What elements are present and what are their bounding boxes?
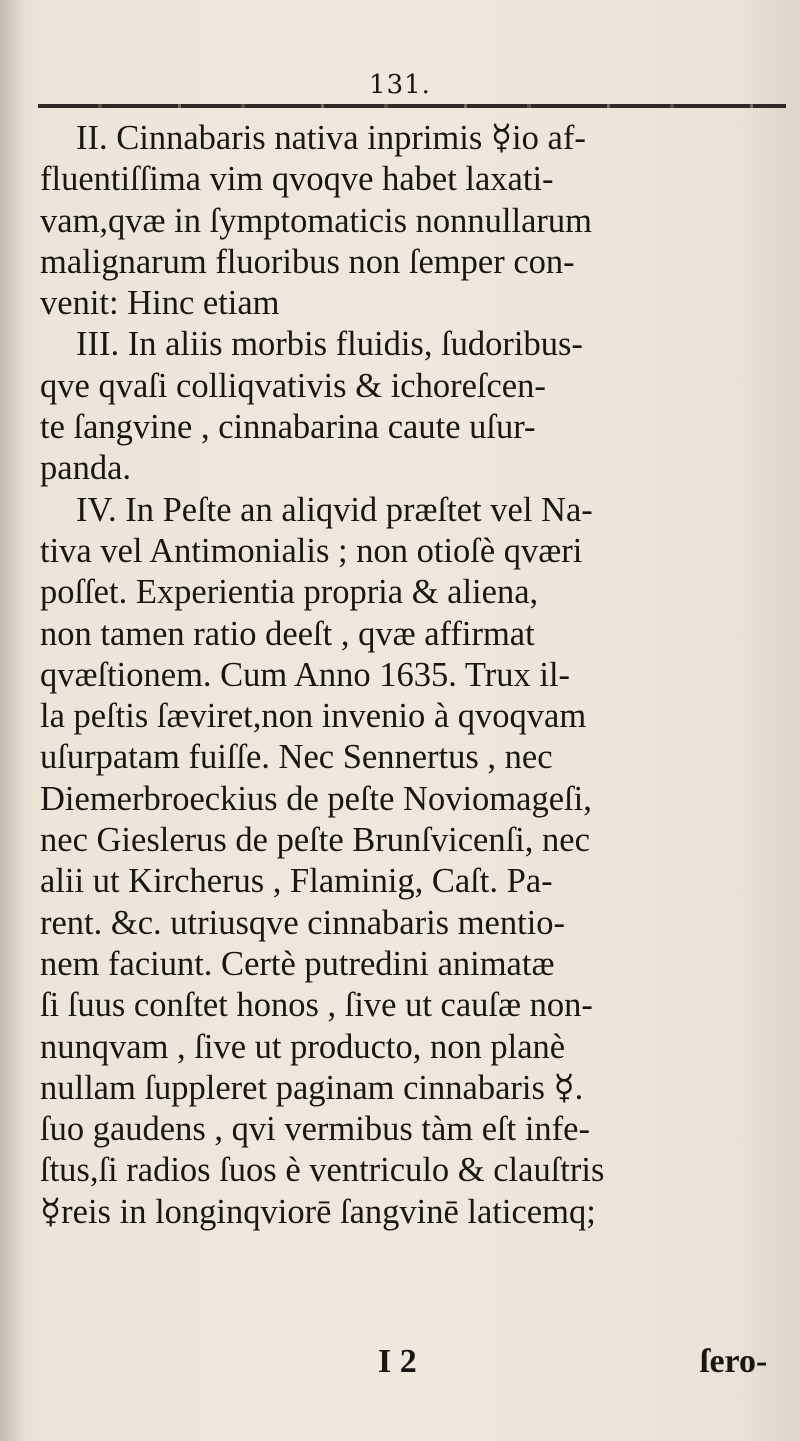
text-line: II. Cinnabaris nativa inprimis ☿io af- bbox=[76, 119, 586, 157]
text-line: ſuo gaudens , qvi vermibus tàm eſt infe- bbox=[40, 1110, 590, 1149]
text-line: ſtus,ſi radios ſuos è ventriculo & clauſtris bbox=[40, 1151, 605, 1190]
text-line: te ſangvine , cinnabarina caute uſur- bbox=[40, 408, 536, 447]
text-line: malignarum fluoribus non ſemper con- bbox=[40, 242, 575, 281]
text-line: la peſtis ſæviret,non invenio à qvoqvam bbox=[40, 697, 587, 736]
text-line: nec Gieslerus de peſte Brunſvicenſi, nec bbox=[40, 821, 590, 860]
text-line: ſi ſuus conſtet honos , ſive ut cauſæ non- bbox=[40, 986, 593, 1025]
text-line: nunqvam , ſive ut producto, non planè bbox=[40, 1027, 566, 1066]
signature-mark: I 2 bbox=[378, 1343, 417, 1380]
text-line: vam,qvæ in ſymptomaticis nonnullarum bbox=[40, 201, 592, 240]
header-rule bbox=[38, 104, 786, 108]
text-line: poſſet. Experientia propria & aliena, bbox=[40, 573, 539, 612]
text-line: panda. bbox=[40, 449, 132, 488]
text-line: non tamen ratio deeſt , qvæ affirmat bbox=[40, 614, 535, 653]
text-line: uſurpatam fuiſſe. Nec Sennertus , nec bbox=[40, 738, 553, 777]
text-line: nem faciunt. Certè putredini animatæ bbox=[40, 944, 555, 983]
text-line: III. In aliis morbis fluidis, ſudoribus- bbox=[76, 325, 583, 364]
text-line: ☿reis in longinqviorē ſangvinē laticemq; bbox=[40, 1192, 596, 1231]
text-line: fluentiſſima vim qvoqve habet laxati- bbox=[40, 160, 554, 199]
text-line: qve qvaſi colliqvativis & ichoreſcen- bbox=[40, 366, 546, 405]
binding-shadow bbox=[0, 0, 22, 1441]
page-number: 131. bbox=[369, 70, 431, 100]
text-line: Diemerbroeckius de peſte Noviomageſi, bbox=[40, 779, 592, 818]
text-line: nullam ſuppleret paginam cinnabaris ☿. bbox=[40, 1068, 584, 1107]
text-line: tiva vel Antimonialis ; non otioſè qværi bbox=[40, 531, 583, 570]
text-line: alii ut Kircherus , Flaminig, Caſt. Pa- bbox=[40, 862, 553, 901]
text-line: venit: Hinc etiam bbox=[40, 284, 280, 323]
page-footer bbox=[0, 1343, 800, 1387]
text-line: IV. In Peſte an aliqvid præſtet vel Na- bbox=[76, 490, 593, 529]
text-line: qvæſtionem. Cum Anno 1635. Trux il- bbox=[40, 655, 571, 694]
catchword: ſero- bbox=[700, 1343, 768, 1380]
text-line: rent. &c. utriusqve cinnabaris mentio- bbox=[40, 903, 566, 942]
body-text bbox=[40, 118, 790, 1233]
